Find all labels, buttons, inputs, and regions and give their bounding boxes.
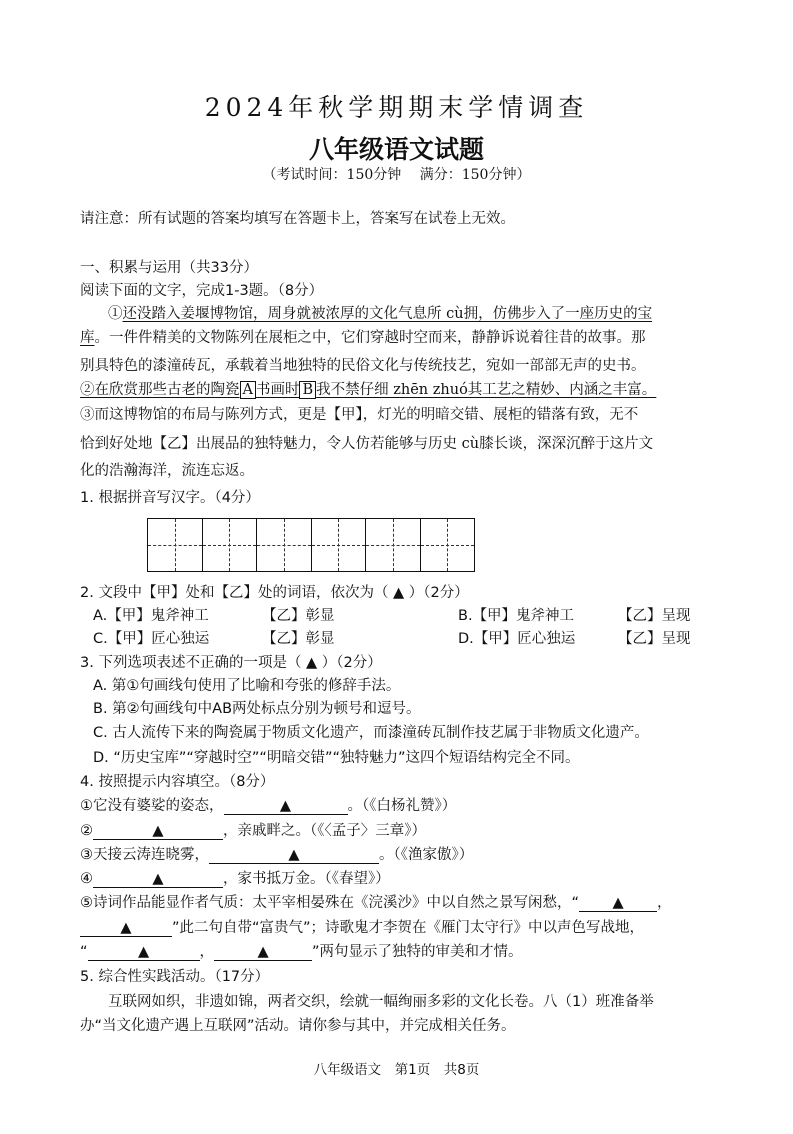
passage-line-7: 化的浩瀚海洋，流连忘返。 [80,463,254,479]
answer-blank: ▲ [80,920,172,937]
q2-option-c: C.【甲】匠心独运 [93,631,210,647]
grid-cell [257,519,312,571]
q3-stem: 3. 下列选项表述不正确的一项是（ ▲ ）（2分） [80,655,382,671]
grid-cell [148,519,203,571]
q4-item-1: ①它没有婆娑的姿态， ▲ 。（《白杨礼赞》） [80,798,457,814]
q5-paragraph-2: 办“当文化遗产遇上互联网”活动。请你参与其中，并完成相关任务。 [80,1018,516,1034]
q2-option-b: B.【甲】鬼斧神工 [458,608,575,624]
exam-subtitle: 八年级语文试题 [308,135,484,164]
q3-option-b: B. 第②句画线句中AB两处标点分别为顿号和逗号。 [93,701,421,717]
q2-stem: 2. 文段中【甲】处和【乙】处的词语，依次为（ ▲ ）（2分） [80,585,469,601]
q3-option-d: D. “历史宝库”“穿越时空”“明暗交错”“独特魅力”这四个短语结构完全不同。 [93,750,580,766]
q1-stem: 1. 根据拼音写汉字。（4分） [80,490,260,506]
pinyin-answer-grid [147,518,475,572]
passage-line-2: 库。一件件精美的文物陈列在展柜之中，它们穿越时空而来，静静诉说着往昔的故事。那 [80,330,646,346]
answer-blank: ▲ [93,871,223,888]
grid-cell [421,519,475,571]
passage-line-5: ③而这博物馆的布局与陈列方式，更是【甲】，灯光的明暗交错、展柜的错落有致，无不 [80,407,639,423]
answer-blank: ▲ [224,798,348,815]
q4-item-5-cont: ▲ ”此二句自带“富贵气”；诗歌鬼才李贺在《雁门太守行》中以声色写战地， [80,916,644,937]
passage-line-1: ①还没踏入姜堰博物馆，周身就被浓厚的文化气息所 cù拥，仿佛步入了一座历史的宝 [108,306,653,322]
q2-option-b-yi: 【乙】呈现 [618,608,691,624]
page-footer: 八年级语文 第1页 共8页 [313,1062,480,1078]
q4-item-3: ③天接云涛连晓雾， ▲ 。（《渔家傲》） [80,847,474,863]
q2-option-a: A.【甲】鬼斧神工 [93,608,209,624]
passage-line-4: ②在欣赏那些古老的陶瓷 A 书画时 B 我不禁仔细 zhēn zhuó其工艺之精妙、内涵之丰富。 [80,382,657,398]
exam-info: （考试时间：150分钟 满分：150分钟） [262,167,531,183]
q4-item-5-cont2: “ ▲ ， ▲ ”两句显示了独特的审美和才情。 [80,944,523,960]
q2-option-d-yi: 【乙】呈现 [618,631,691,647]
grid-cell [203,519,258,571]
q3-option-a: A. 第①句画线句使用了比喻和夸张的修辞手法。 [93,678,401,694]
grid-cell [312,519,367,571]
q2-option-d: D.【甲】匠心独运 [458,631,576,647]
answer-blank: ▲ [579,895,657,912]
underlined-sentence: 还没踏入姜堰博物馆，周身就被浓厚的文化气息所 cù拥，仿佛步入了一座历史的宝 [122,306,653,322]
q4-item-5: ⑤诗词作品能显作者气质：太平宰相晏殊在《浣溪沙》中以自然之景写闲愁，“ ▲ ， [80,895,672,911]
q5-paragraph-1: 互联网如织，非遗如锦，两者交织，绘就一幅绚丽多彩的文化长卷。八（1）班准备举 [108,994,654,1010]
reading-intro: 阅读下面的文字，完成1-3题。（8分） [80,283,324,299]
answer-blank: ▲ [93,823,223,840]
q2-option-a-yi: 【乙】彰显 [262,608,335,624]
grid-cell [366,519,421,571]
answer-blank: ▲ [88,944,200,961]
passage-line-3: 别具特色的漆潼砖瓦，承载着当地独特的民俗文化与传统技艺，宛如一部部无声的史书。 [80,358,646,374]
q3-option-c: C. 古人流传下来的陶瓷属于物质文化遗产，而漆潼砖瓦制作技艺属于非物质文化遗产。 [93,725,649,741]
section-heading: 一、积累与运用（共33分） [80,260,258,276]
q2-option-c-yi: 【乙】彰显 [262,631,335,647]
box-a: A [240,381,256,399]
box-b: B [299,381,316,399]
q5-stem: 5. 综合性实践活动。（17分） [80,969,270,985]
answer-blank: ▲ [214,944,312,961]
q4-item-4: ④ ▲ ，家书抵万金。（《春望》） [80,871,390,887]
q4-stem: 4. 按照提示内容填空。（8分） [80,774,275,790]
passage-line-6: 恰到好处地【乙】出展品的独特魅力，令人仿若能够与历史 cù膝长谈，深深沉醉于这片文 [80,436,654,452]
exam-title: 2024年秋学期期末学情调查 [204,93,589,122]
answer-blank: ▲ [209,847,379,864]
q4-item-2: ② ▲ ，亲戚畔之。（《〈孟子〉三章》） [80,823,426,839]
notice: 请注意：所有试题的答案均填写在答题卡上，答案写在试卷上无效。 [80,211,515,227]
